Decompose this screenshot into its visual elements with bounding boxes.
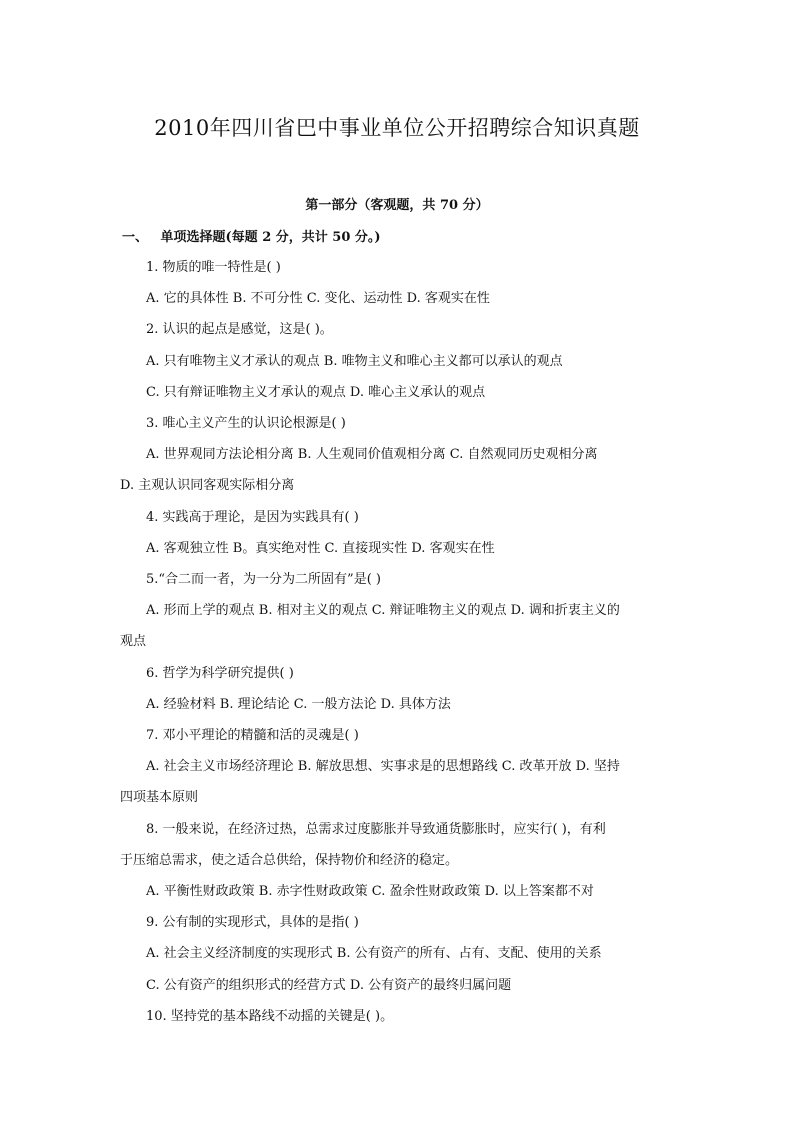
answer-options: A. 经验材料 B. 理论结论 C. 一般方法论 D. 具体方法 — [146, 697, 451, 712]
question-text: 4. 实践高于理论，是因为实践具有( ) — [146, 510, 359, 525]
part-heading: 第一部分（客观题，共 70 分） — [305, 198, 489, 213]
section-label: 单项选择题(每题 2 分，共计 50 分。) — [160, 230, 381, 245]
answer-options: A. 客观独立性 B。真实绝对性 C. 直接现实性 D. 客观实在性 — [146, 541, 495, 556]
question-text: 1. 物质的唯一特性是( ) — [146, 260, 281, 275]
answer-options: A. 社会主义经济制度的实现形式 B. 公有资产的所有、占有、支配、使用的关系 — [146, 946, 602, 961]
question-text: 5.“合二而一者，为一分为二所固有”是( ) — [146, 572, 381, 587]
question-text: 3. 唯心主义产生的认识论根源是( ) — [146, 416, 346, 431]
question-text: 7. 邓小平理论的精髓和活的灵魂是( ) — [146, 728, 359, 743]
continuation-text: D. 主观认识同客观实际相分离 — [120, 478, 295, 493]
continuation-text: 观点 — [120, 634, 147, 649]
question-text: 2. 认识的起点是感觉，这是( )。 — [146, 322, 333, 337]
section-heading — [122, 226, 381, 245]
question-text: 6. 哲学为科学研究提供( ) — [146, 666, 294, 681]
answer-options: A. 平衡性财政政策 B. 赤字性财政政策 C. 盈余性财政政策 D. 以上答案都不对 — [146, 884, 594, 899]
section-number: 一、 — [122, 230, 149, 245]
document-title: 2010年四川省巴中事业单位公开招聘综合知识真题 — [154, 116, 640, 140]
answer-options: A. 它的具体性 B. 不可分性 C. 变化、运动性 D. 客观实在性 — [146, 291, 490, 306]
answer-options: A. 只有唯物主义才承认的观点 B. 唯物主义和唯心主义都可以承认的观点 — [146, 354, 563, 369]
answer-options: A. 形而上学的观点 B. 相对主义的观点 C. 辩证唯物主义的观点 D. 调和折衷主义的 — [146, 603, 620, 618]
continuation-text: 于压缩总需求，使之适合总供给，保持物价和经济的稳定。 — [120, 853, 459, 868]
question-text: 8. 一般来说，在经济过热，总需求过度膨胀并导致通货膨胀时，应实行( )，有利 — [146, 822, 606, 837]
answer-options: A. 世界观同方法论相分离 B. 人生观同价值观相分离 C. 自然观同历史观相分离 — [146, 447, 598, 462]
question-text: 9. 公有制的实现形式，具体的是指( ) — [146, 915, 359, 930]
answer-options: C. 公有资产的组织形式的经营方式 D. 公有资产的最终归属问题 — [146, 978, 512, 993]
answer-options: A. 社会主义市场经济理论 B. 解放思想、实事求是的思想路线 C. 改革开放 D. 坚持 — [146, 759, 620, 774]
question-text: 10. 坚持党的基本路线不动摇的关键是( )。 — [146, 1009, 394, 1024]
continuation-text: 四项基本原则 — [120, 790, 199, 805]
answer-options: C. 只有辩证唯物主义才承认的观点 D. 唯心主义承认的观点 — [146, 385, 486, 400]
